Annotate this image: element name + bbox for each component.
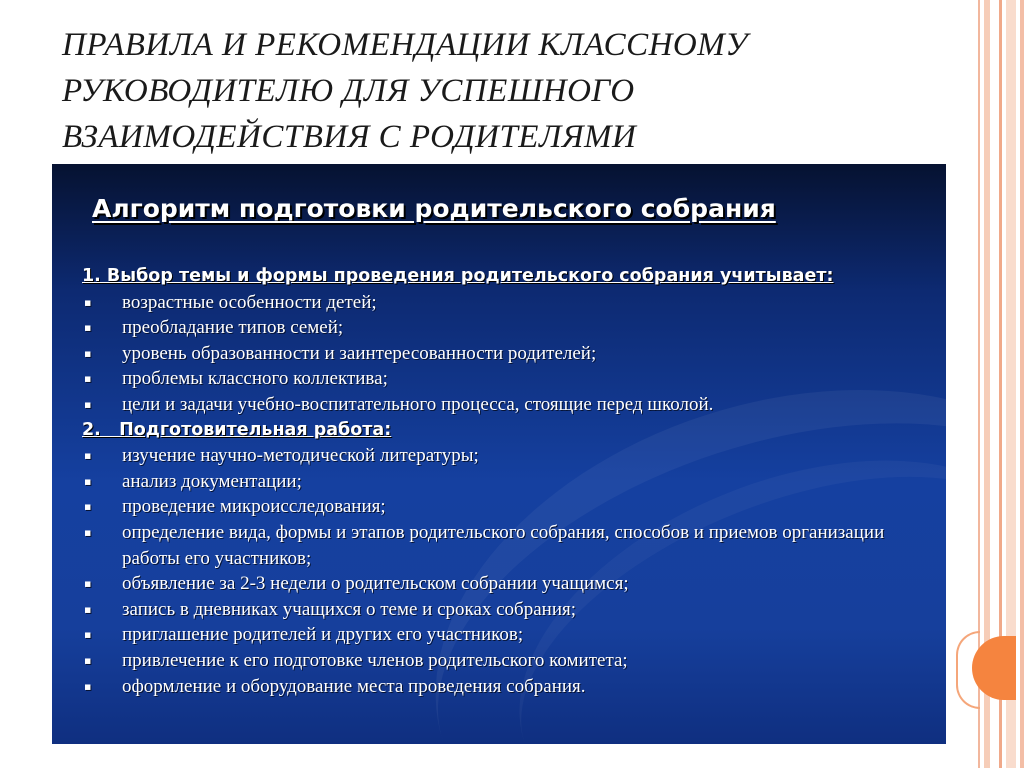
list-item: [82, 674, 932, 700]
list-item: [82, 290, 932, 316]
list-item-text: приглашение родителей и других его участников;: [122, 624, 524, 646]
list-item-text: изучение научно-методической литературы;: [122, 445, 479, 467]
list-item: [82, 469, 932, 495]
list-item: [82, 648, 932, 674]
bullet-icon: ▪: [84, 321, 92, 335]
list-item-text: оформление и оборудование места проведения собрания.: [122, 675, 586, 697]
list-item-text: проведение микроисследования;: [122, 496, 386, 518]
list-item: [82, 315, 932, 341]
list-item: [82, 392, 932, 418]
bullet-icon: ▪: [84, 653, 92, 667]
bullet-icon: ▪: [84, 628, 92, 642]
list-item-text: уровень образованности и заинтересованности родителей;: [122, 342, 597, 364]
bullet-list: [82, 290, 932, 418]
list-item-text: привлечение к его подготовке членов родительского комитета;: [122, 649, 628, 671]
list-item: [82, 622, 932, 648]
list-item: [82, 341, 932, 367]
section-header: 2. Подготовительная работа:: [82, 419, 392, 440]
list-item-text: возрастные особенности детей;: [122, 291, 377, 313]
list-item: [82, 494, 932, 520]
list-item: [82, 520, 932, 571]
list-item-text: объявление за 2-3 недели о родительском собрании учащимся;: [122, 573, 629, 595]
list-item-text: определение вида, формы и этапов родительского собрания, способов и приемов организации работы его участников;: [122, 521, 885, 569]
bullet-icon: ▪: [84, 474, 92, 488]
list-item-text: проблемы классного коллектива;: [122, 368, 388, 390]
list-item-text: цели и задачи учебно-воспитательного процесса, стоящие перед школой.: [122, 393, 714, 415]
list-item: [82, 597, 932, 623]
bullet-icon: ▪: [84, 500, 92, 514]
list-item-text: запись в дневниках учащихся о теме и сроках собрания;: [122, 598, 577, 620]
bullet-icon: ▪: [84, 372, 92, 386]
bullet-icon: ▪: [84, 602, 92, 616]
list-item: [82, 443, 932, 469]
bullet-icon: ▪: [84, 295, 92, 309]
bullet-icon: ▪: [84, 577, 92, 591]
list-item-text: анализ документации;: [122, 470, 302, 492]
bullet-icon: ▪: [84, 679, 92, 693]
list-item: [82, 366, 932, 392]
list-item-text: преобладание типов семей;: [122, 317, 344, 339]
stripe: [1020, 0, 1024, 768]
list-item: [82, 571, 932, 597]
panel-heading: Алгоритм подготовки родительского собрания: [92, 194, 776, 223]
bullet-icon: ▪: [84, 449, 92, 463]
algorithm-content: [82, 264, 932, 699]
bullet-icon: ▪: [84, 397, 92, 411]
bullet-list: [82, 443, 932, 699]
section-header: 1. Выбор темы и формы проведения родительского собрания учитывает:: [82, 266, 834, 286]
content-panel: [52, 164, 946, 744]
bullet-icon: ▪: [84, 525, 92, 539]
slide-title: ПРАВИЛА И РЕКОМЕНДАЦИИ КЛАССНОМУ РУКОВОДИТЕЛЮ ДЛЯ УСПЕШНОГО ВЗАИМОДЕЙСТВИЯ С РОДИТЕЛЯМИ: [62, 27, 748, 155]
bullet-icon: ▪: [84, 346, 92, 360]
